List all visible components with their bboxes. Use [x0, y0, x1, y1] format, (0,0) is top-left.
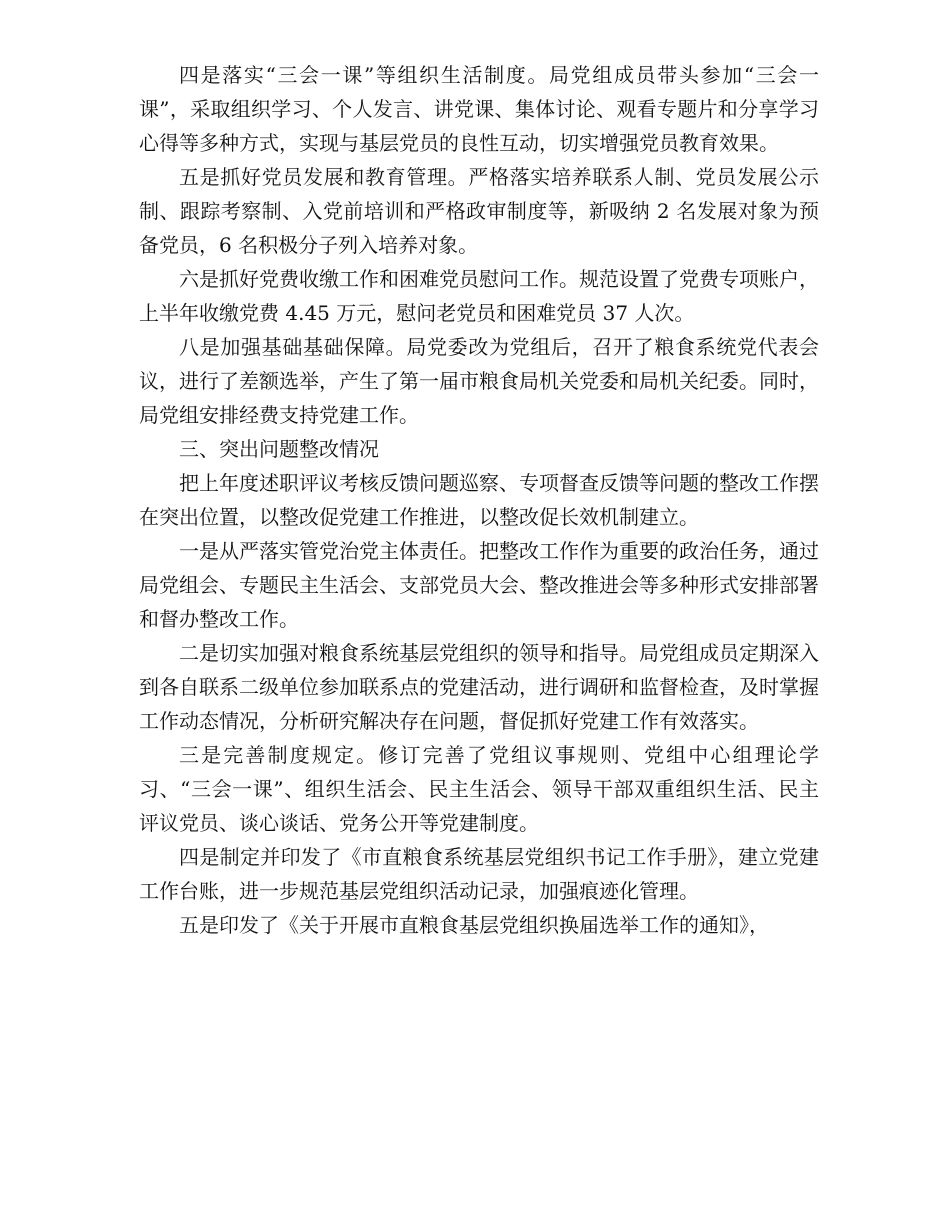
- paragraph-member-development: 五是抓好党员发展和教育管理。严格落实培养联系人制、党员发展公示制、跟踪考察制、入党前培训和严格政审制度等，新吸纳 2 名发展对象为预备党员，6 名积极分子列入培养对象。: [139, 165, 819, 257]
- section-heading-rectification: 三、突出问题整改情况: [179, 437, 379, 461]
- paragraph-secretary-manual: 四是制定并印发了《市直粮食系统基层党组织书记工作手册》，建立党建工作台账，进一步规范基层党组织活动记录，加强痕迹化管理。: [139, 845, 819, 903]
- paragraph-party-dues: 六是抓好党费收缴工作和困难党员慰问工作。规范设置了党费专项账户，上半年收缴党费 4.45 万元，慰问老党员和困难党员 37 人次。: [139, 267, 819, 325]
- document-body: [139, 58, 819, 942]
- paragraph-strict-governance: 一是从严落实管党治党主体责任。把整改工作作为重要的政治任务，通过局党组会、专题民主生活会、支部党员大会、整改推进会等多种形式安排部署和督办整改工作。: [139, 539, 819, 631]
- paragraph-rectification-intro: 把上年度述职评议考核反馈问题巡察、专项督查反馈等问题的整改工作摆在突出位置，以整改促党建工作推进，以整改促长效机制建立。: [139, 471, 819, 529]
- paragraph-organization-life: 四是落实“三会一课”等组织生活制度。局党组成员带头参加“三会一课”，采取组织学习、个人发言、讲党课、集体讨论、观看专题片和分享学习心得等多种方式，实现与基层党员的良性互动，切实增强党员教育效果。: [139, 63, 819, 155]
- paragraph-rules-improvement: 三是完善制度规定。修订完善了党组议事规则、党组中心组理论学习、“三会一课”、组织生活会、民主生活会、领导干部双重组织生活、民主评议党员、谈心谈话、党务公开等党建制度。: [139, 743, 819, 835]
- paragraph-election-notice: 五是印发了《关于开展市直粮食基层党组织换届选举工作的通知》，: [179, 913, 769, 937]
- paragraph-basic-guarantee: 八是加强基础基础保障。局党委改为党组后，召开了粮食系统党代表会议，进行了差额选举，产生了第一届市粮食局机关党委和局机关纪委。同时，局党组安排经费支持党建工作。: [139, 335, 819, 427]
- paragraph-grassroots-guidance: 二是切实加强对粮食系统基层党组织的领导和指导。局党组成员定期深入到各自联系二级单位参加联系点的党建活动，进行调研和监督检查，及时掌握工作动态情况，分析研究解决存在问题，督促抓好党建工作有效落实。: [139, 641, 819, 733]
